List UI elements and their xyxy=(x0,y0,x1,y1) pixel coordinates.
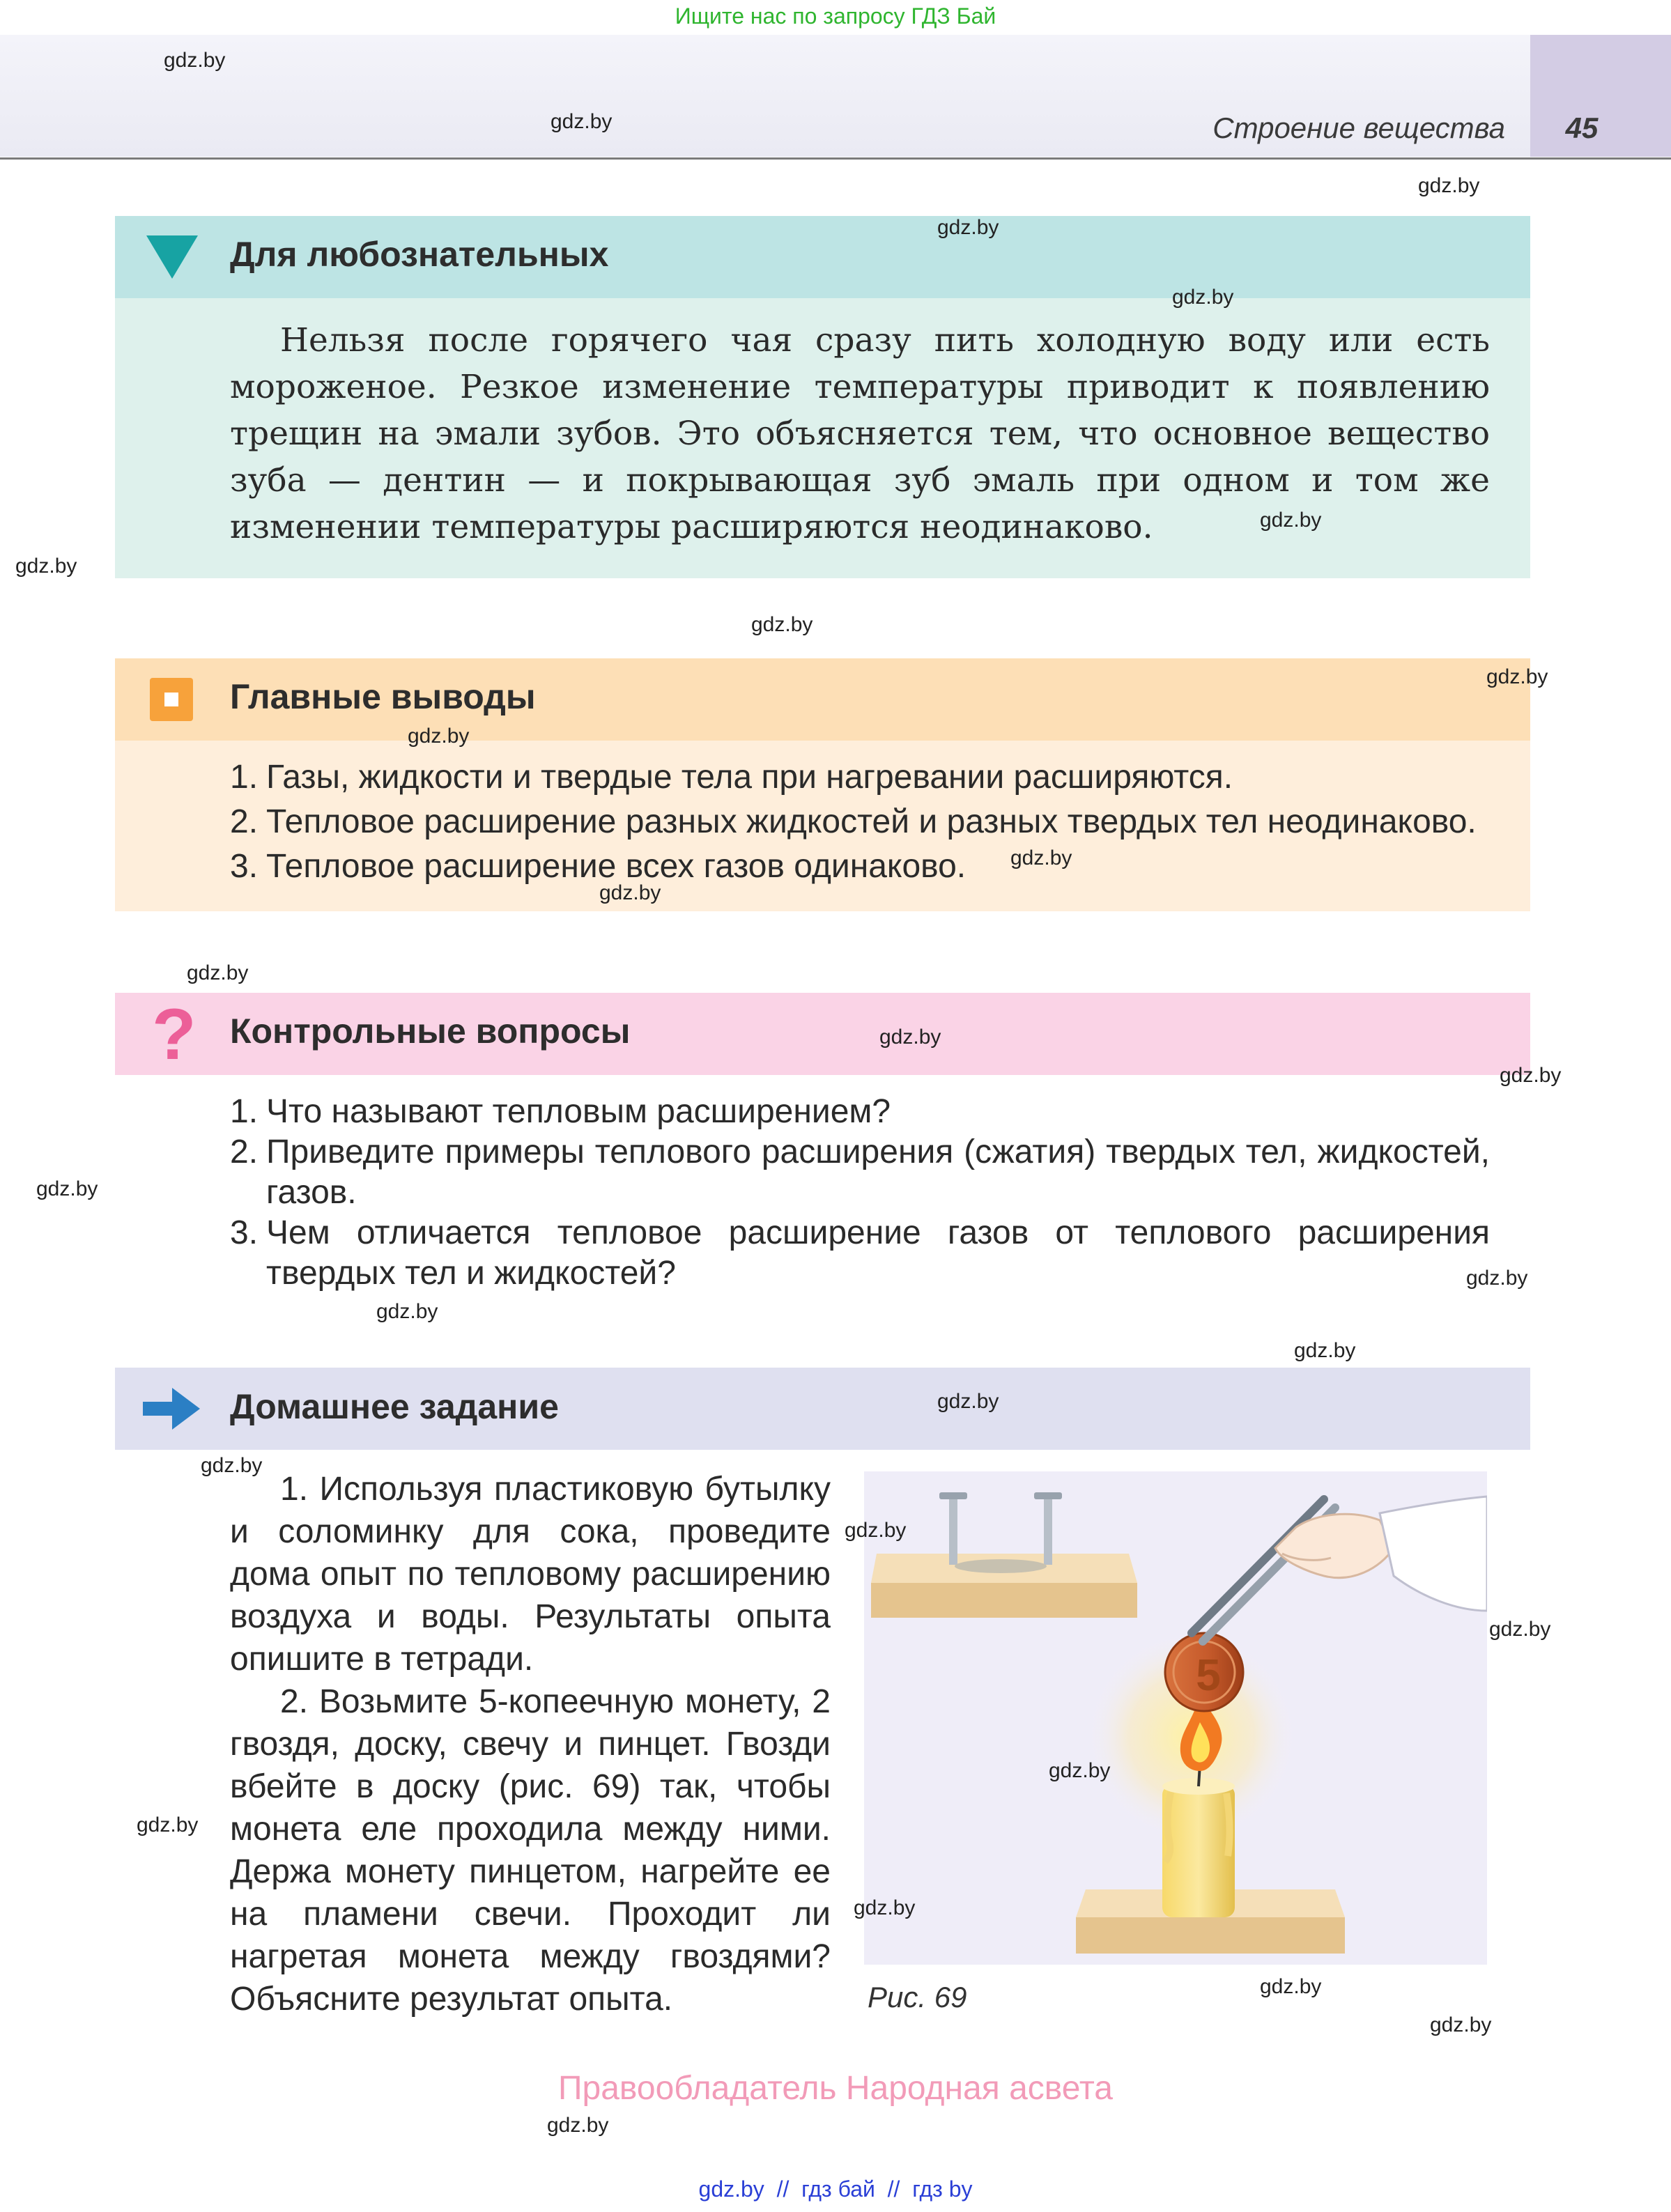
square-icon xyxy=(150,678,193,721)
watermark: gdz.by xyxy=(937,216,999,239)
list-item: 2. Тепловое расширение разных жидкостей и разных твердых тел неодинаково. xyxy=(230,803,1477,840)
watermark: gdz.by xyxy=(201,1454,263,1477)
conclusions-title: Главные выводы xyxy=(230,677,536,716)
triangle-icon xyxy=(146,235,198,279)
list-item: 1. Что называют тепловым расширением? xyxy=(230,1093,891,1130)
watermark: gdz.by xyxy=(550,110,613,133)
watermark: gdz.by xyxy=(599,881,661,904)
watermark: gdz.by xyxy=(1486,665,1548,688)
homework-title: Домашнее задание xyxy=(230,1387,559,1426)
homework-task-1: 1. Используя пластиковую бутылку и соломинку для сока, проведите дома опыт по тепловому расширению воздуха и воды. Результаты опыта опишите в тетради. xyxy=(230,1471,831,1678)
watermark: gdz.by xyxy=(937,1390,999,1413)
watermark: gdz.by xyxy=(137,1813,199,1836)
list-item: 2. Приведите примеры теплового расширения (сжатия) твердых тел, жидкостей, газов. xyxy=(230,1134,1490,1211)
page-number: 45 xyxy=(1565,111,1599,144)
watermark: gdz.by xyxy=(1049,1759,1111,1782)
watermark: gdz.by xyxy=(854,1896,916,1919)
watermark: gdz.by xyxy=(376,1300,438,1323)
rights-holder: Правообладатель Народная асвета xyxy=(558,2070,1113,2107)
arrow-right-icon xyxy=(143,1388,200,1430)
curious-title: Для любознательных xyxy=(230,235,609,274)
list-item: 3. Чем отличается тепловое расширение газов от теплового расширения твердых тел и жидкостей? xyxy=(230,1214,1490,1292)
list-item: 1. Газы, жидкости и твердые тела при нагревании расширяются. xyxy=(230,759,1233,796)
watermark: gdz.by xyxy=(15,555,77,578)
watermark: gdz.by xyxy=(1418,174,1480,197)
watermark: gdz.by xyxy=(751,613,813,636)
homework-task-2: 2. Возьмите 5-копеечную монету, 2 гвоздя, доску, свечу и пинцет. Гвозди вбейте в доску (рис. 69) так, чтобы монета еле проходила между ними. Держа монету пинцетом, нагрейте ее на пламени свечи. Проходит ли нагретая монета между гвоздями? Объясните результат опыта. xyxy=(230,1683,831,2018)
top-banner[interactable]: Ищите нас по запросу ГДЗ Бай xyxy=(675,3,996,29)
watermark: gdz.by xyxy=(879,1026,941,1049)
watermark: gdz.by xyxy=(187,961,249,984)
watermark: gdz.by xyxy=(1294,1339,1356,1362)
question-mark-icon: ? xyxy=(152,994,197,1075)
conclusions-list xyxy=(230,757,1498,887)
curious-text: Нельзя после горячего чая сразу пить холодную воду или есть мороженое. Резкое изменение температуры приводит к появлению трещин на эмали зубов. Это объясняется тем, что основное вещество зуба — дентин — и покрывающая зуб эмаль при одном и том же изменении температуры расширяются неодинаково. xyxy=(230,321,1490,546)
watermark: gdz.by xyxy=(1430,2013,1492,2036)
questions-list xyxy=(230,1092,1490,1294)
watermark: gdz.by xyxy=(1172,286,1234,309)
homework-text xyxy=(230,1468,831,2020)
list-item: 3. Тепловое расширение всех газов одинаково. xyxy=(230,848,967,885)
running-title: Строение вещества xyxy=(1212,111,1505,144)
watermark: gdz.by xyxy=(845,1519,907,1542)
figure-69 xyxy=(864,1471,1487,1965)
header-rule xyxy=(0,157,1671,160)
watermark: gdz.by xyxy=(408,725,470,748)
watermark: gdz.by xyxy=(1260,1975,1322,1998)
watermark: gdz.by xyxy=(1260,509,1322,532)
figure-caption: Рис. 69 xyxy=(868,1981,967,2013)
coin-label: 5 xyxy=(1196,1650,1221,1700)
candle xyxy=(1162,1764,1235,1917)
watermark: gdz.by xyxy=(1500,1064,1562,1087)
watermark: gdz.by xyxy=(1489,1618,1551,1641)
watermark: gdz.by xyxy=(36,1177,98,1200)
watermark: gdz.by xyxy=(1010,846,1072,869)
watermark: gdz.by xyxy=(547,2114,609,2137)
watermark: gdz.by xyxy=(164,49,226,72)
footer-links[interactable]: gdz.by // гдз бай // гдз by xyxy=(698,2176,973,2202)
questions-title: Контрольные вопросы xyxy=(230,1012,631,1051)
watermark: gdz.by xyxy=(1466,1267,1528,1290)
